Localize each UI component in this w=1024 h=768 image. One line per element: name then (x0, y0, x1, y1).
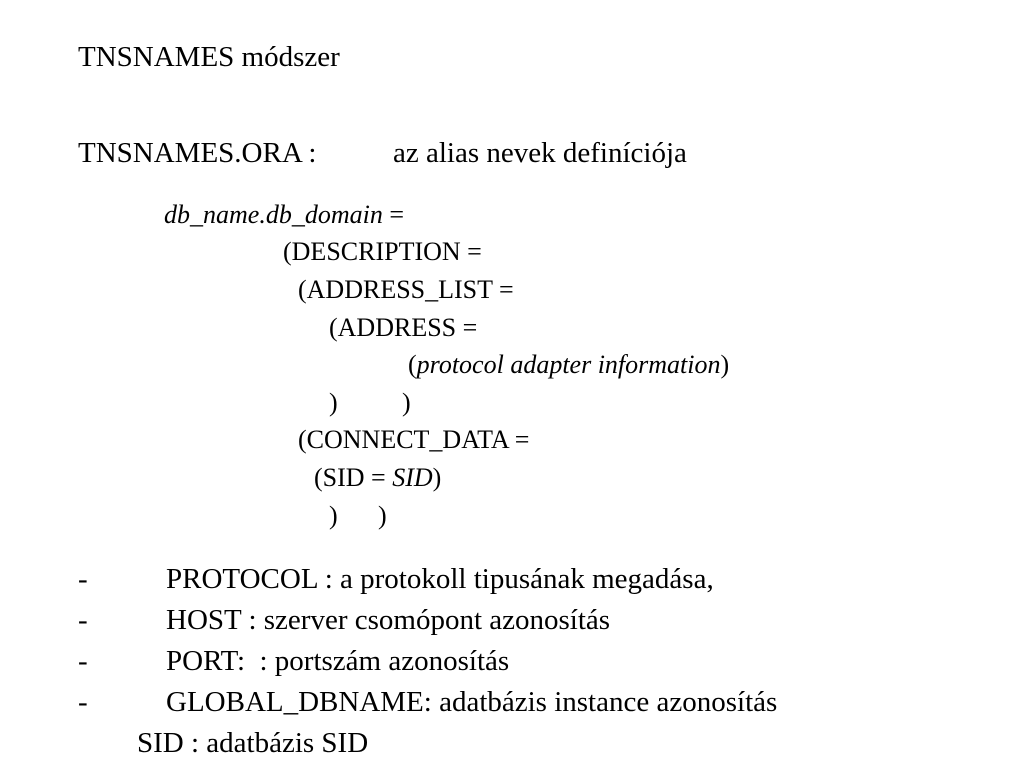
protocol-info-text: protocol adapter information (416, 350, 721, 379)
alias-definition-line (164, 202, 404, 228)
close-paren-1a: ) (329, 388, 338, 417)
close-paren-2b: ) (378, 501, 387, 530)
bullet-text: GLOBAL_DBNAME: adatbázis instance azonosítás (166, 686, 778, 718)
address-line: (ADDRESS = (329, 313, 478, 342)
description-line: (DESCRIPTION = (283, 237, 482, 266)
page-title: TNSNAMES módszer (78, 41, 340, 73)
close-paren-1b: ) (402, 388, 411, 417)
bullet-dash: - (78, 563, 88, 595)
address-list-line: (ADDRESS_LIST = (298, 275, 514, 304)
sid-close-paren: ) (432, 463, 442, 492)
protocol-open-paren: ( (408, 350, 417, 379)
protocol-info-line (408, 352, 729, 378)
sid-line (314, 465, 441, 491)
sid-prefix: (SID = (314, 463, 393, 492)
bullet-dash: - (78, 686, 88, 718)
bullet-dash: - (78, 645, 88, 677)
bullet-dash: - (78, 604, 88, 636)
connect-data-line: (CONNECT_DATA = (298, 425, 530, 454)
protocol-close-paren: ) (720, 350, 730, 379)
close-paren-2a: ) (329, 501, 338, 530)
sid-value: SID (392, 463, 433, 492)
bullet-text: PROTOCOL : a protokoll tipusának megadása, (166, 563, 714, 595)
ora-file-label: TNSNAMES.ORA : (78, 137, 317, 169)
bullet-text: HOST : szerver csomópont azonosítás (166, 604, 611, 636)
ora-file-description: az alias nevek definíciója (393, 137, 687, 169)
sid-note: SID : adatbázis SID (137, 727, 369, 759)
alias-name: db_name.db_domain (164, 200, 383, 229)
bullet-text: PORT: : portszám azonosítás (166, 645, 510, 677)
alias-equals: = (382, 200, 404, 229)
